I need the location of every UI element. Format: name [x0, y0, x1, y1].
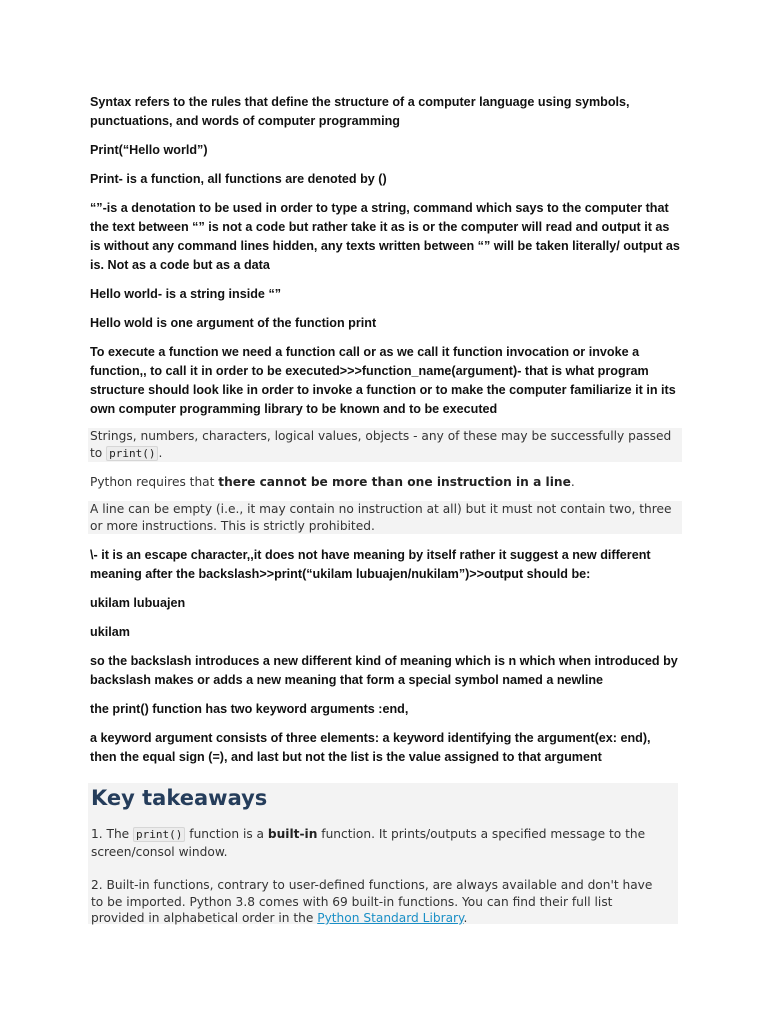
takeaway-item-1	[91, 826, 661, 860]
takeaway-1-mid: function is a	[185, 827, 268, 841]
quotes-paragraph: “”-is a denotation to be used in order to type a string, command which says to the computer that the text between “” is not a code but rather take it as is or the computer will read and output it as is without any command lines hidden, any texts written between “” will be taken literally/ output as is. Not as a code but as a data	[90, 201, 680, 272]
takeaway-1-bold: built-in	[267, 827, 318, 841]
output-line-1: ukilam lubuajen	[90, 596, 186, 610]
escape-paragraph: \- it is an escape character,,it does not have meaning by itself rather it suggest a new different meaning after the backslash>>print(“ukilam lubuajen/nukilam”)>>output should be:	[90, 548, 651, 581]
python-requires-end: .	[570, 475, 575, 489]
print-example-paragraph: Print(“Hello world”)	[90, 143, 208, 157]
keyword-argument-paragraph: a keyword argument consists of three elements: a keyword identifying the argument(ex: end), then the equal sign (=), and last but not the list is the value assigned to that argument	[90, 731, 651, 764]
takeaway-1-post: function. It prints/outputs a specified message to the screen/consol window.	[91, 827, 646, 859]
key-takeaways-title: Key takeaways	[91, 786, 268, 810]
strings-paragraph	[88, 428, 682, 462]
print-function-paragraph: Print- is a function, all functions are denoted by ()	[90, 172, 387, 186]
syntax-paragraph: Syntax refers to the rules that define the structure of a computer language using symbols, punctuations, and words of computer programming	[90, 95, 630, 128]
python-requires-bold: there cannot be more than one instruction in a line	[218, 475, 571, 489]
execute-paragraph: To execute a function we need a function call or as we call it function invocation or invoke a function,, to call it in order to be executed>>>function_name(argument)- that is what program structure should look like in order to invoke a function or to make the computer familiarize it in its own computer programming library to be known and to be executed	[90, 345, 676, 416]
takeaway-1-pre: 1. The	[91, 827, 134, 841]
end-keyword-paragraph: the print() function has two keyword arguments :end,	[90, 702, 409, 716]
strings-text: Strings, numbers, characters, logical values, objects - any of these may be successfully passed to	[90, 429, 672, 460]
strings-end: .	[158, 445, 163, 460]
takeaway-print-code: print()	[133, 827, 185, 842]
takeaway-item-2	[91, 877, 661, 927]
takeaway-2-pre: 2. Built-in functions, contrary to user-defined functions, are always available and don't have to be imported. Python 3.8 comes with 69 built-in functions. You can find their full list provided in alphabetical order in the	[91, 878, 653, 925]
output-line-2: ukilam	[90, 625, 130, 639]
python-requires-pre: Python requires that	[90, 475, 219, 489]
python-requires-paragraph	[90, 474, 680, 491]
backslash-paragraph: so the backslash introduces a new different kind of meaning which is n which when introduced by backslash makes or adds a new meaning that form a special symbol named a newline	[90, 654, 678, 687]
python-standard-library-link[interactable]: Python Standard Library	[317, 911, 464, 925]
one-argument-paragraph: Hello wold is one argument of the function print	[90, 316, 377, 330]
takeaway-2-post: .	[463, 911, 468, 925]
print-code: print()	[106, 446, 158, 461]
empty-line-paragraph: A line can be empty (i.e., it may contain no instruction at all) but it must not contain two, three or more instructions. This is strictly prohibited.	[88, 501, 682, 534]
hello-string-paragraph: Hello world- is a string inside “”	[90, 287, 282, 301]
